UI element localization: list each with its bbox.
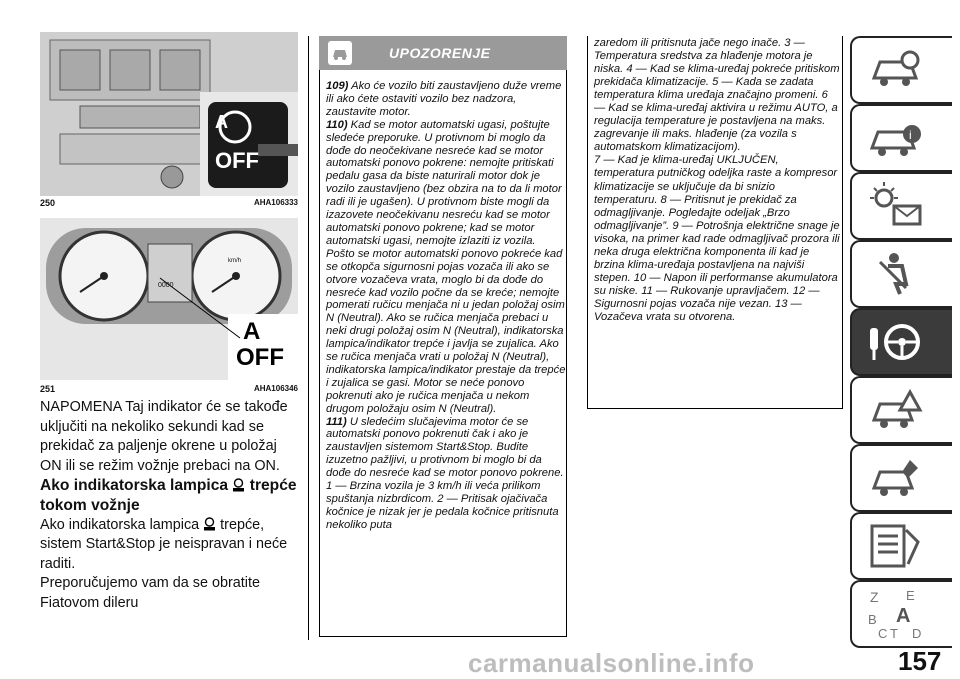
figure-250-code: AHA106333	[253, 198, 298, 207]
car-warning-icon	[327, 40, 353, 66]
light-warning-icon	[866, 180, 926, 232]
figure-251-code: AHA106346	[253, 384, 298, 393]
warning-header	[319, 36, 567, 70]
figure-251-a-letter: A	[243, 318, 261, 345]
car-emergency-icon	[866, 384, 926, 436]
seat-airbag-icon	[866, 248, 926, 300]
speed-unit: km/h	[228, 258, 242, 264]
warning-item-number: 110)	[326, 118, 348, 131]
sidebar-tab-index[interactable]	[850, 580, 952, 648]
figure-250-number: 250	[40, 198, 56, 208]
watermark: carmanualsonline.info	[468, 648, 755, 678]
auto-off-icon	[203, 517, 216, 531]
continued-paragraph: zaredom ili pritisnuta jače nego inače. 3 — Temperatura sredstva za hlađenje motora je niska. 4 — Kad se klima-uređaj pokreće pritiskom prekidača klimatizacije. 5 — Kada se zadata temperatura klima uređaja značajno promeni. 6 — Kad se klima-uređaj aktivira u režimu AUTO, a regulacija temperature je postavljena na maks. zagrevanje ili maks. hlađenje (za vozila s automatskom klimatizacijom).	[594, 37, 840, 154]
index-letter-e: E	[906, 588, 915, 603]
para1-before: Ako indikatorska lampica	[40, 516, 200, 533]
warning-item	[326, 80, 566, 119]
warning-title: UPOZORENJE	[389, 45, 491, 61]
index-letter-d: D	[912, 626, 922, 640]
sidebar-tab-info[interactable]	[850, 104, 952, 172]
section-heading	[40, 476, 302, 515]
continued-warning-text	[594, 37, 840, 324]
index-letters-icon	[866, 588, 926, 640]
para1-after: trepće, sistem Start&Stop je neispravan i neće raditi.	[40, 516, 288, 572]
svg-text:i: i	[909, 128, 912, 142]
figure-250-image	[40, 32, 298, 196]
sidebar-tab-maintenance[interactable]	[850, 444, 952, 512]
figure-250-caption	[40, 198, 298, 210]
heading-text-after: trepće tokom vožnje	[40, 477, 297, 514]
sidebar-tab-specs[interactable]	[850, 512, 952, 580]
warning-item-text: Ako će vozilo biti zaustavljeno duže vreme ili ako ćete ostaviti vozilo bez nadzora, zaustavite motor.	[326, 80, 562, 118]
index-letter-z: Z	[870, 589, 879, 605]
car-maintenance-icon	[866, 452, 926, 504]
auto-off-icon	[232, 478, 245, 492]
body-text	[40, 398, 302, 614]
figure-251-number: 251	[40, 384, 56, 394]
figure-250-off-label: OFF	[215, 148, 259, 173]
sidebar-tab-emergency[interactable]	[850, 376, 952, 444]
sidebar-tab-dashboard[interactable]	[850, 36, 952, 104]
steering-key-icon	[866, 316, 926, 368]
figure-251-image	[40, 218, 298, 380]
warning-item-text: Kad se motor automatski ugasi, poštujte sledeće preporuke. U protivnom bi moglo da dođe do neočekivane nesreće kad se motor automatski ponovo pokrene: nemojte pritiskati pedalu gasa da biste naturirali motor dok je vozilo zaustavljeno (bez obzira na to da li motor radi ili je ugašen). U protivnom biste mogli da izazovete neočekivanu nesreću kad se motor automatski ponovo pokrene; kad se motor automatski ugasi, nemojte izlaziti iz vozila. Pošto se motor automatski ponovo pokreće kad se otkopča sigurnosni pojas vozača ili ako se otvore vozačeva vrata, moglo bi da dođe do nesreće kad vozilo počne da se kreće; nemojte pomerati ručicu menjača ni u jedan položaj osim N (Neutral). Ako se ručica menjača prebaci u neki drugi položaj osim N (Neutral), indikatorska lampica/indikator trepće i javlja se zujalica. Ako se ručica menjača vrati u položaj N (Neutral), indikatorska lampica/indikator prestaje da trepće i zujalica se gasi. Motor se neće ponovo pokrenuti ako je ručica menjača u nekom drugom položaju osim N (Neutral).	[326, 118, 566, 415]
continued-paragraph: 7 — Kad je klima-uređaj UKLJUČEN, temperatura putničkog odeljka raste a kompresor klimatizacije se uključuje da bi snizio temperaturu. 8 — Pritisnut je prekidač za odmagljivanje. Pogledajte odeljak „Brzo odmagljivanje”. 9 — Potrošnja električne snage je visoka, na primer kad rade odmagljivač prozora ili neka druga električna komponenta ili kad je brzina klima-uređaja postavljena na najviši stepen. 10 — Napon ili performanse akumulatora su niske. 11 — Rukovanje upravljačem. 12 — Sigurnosni pojas vozača nije vezan. 13 — Vozačeva vrata su otvorena.	[594, 154, 840, 323]
sidebar-tab-driving[interactable]	[850, 308, 952, 376]
figure-251-caption	[40, 384, 298, 396]
paragraph-1	[40, 516, 302, 575]
odometer-readout: 0000	[158, 282, 174, 289]
car-info-icon	[866, 112, 926, 164]
warning-body	[326, 80, 566, 532]
index-letter-c: C	[878, 626, 888, 640]
paragraph-2: Preporučujemo vam da se obratite Fiatovom dileru	[40, 575, 260, 611]
note-paragraph: NAPOMENA Taj indikator će se takođe uključiti na nekoliko sekundi kad se prekidač za paljenje okrene u položaj ON ili se režim vožnje prebaci na ON.	[40, 399, 288, 474]
index-letter-t: T	[890, 626, 898, 640]
warning-item	[326, 119, 566, 416]
index-letter-a: A	[896, 605, 911, 627]
sidebar-tab-lights[interactable]	[850, 172, 952, 240]
sidebar-tab-safety[interactable]	[850, 240, 952, 308]
page-number: 157	[898, 646, 942, 676]
figure-251-off-label: OFF	[236, 344, 284, 371]
index-letter-b: B	[868, 612, 877, 627]
warning-item	[326, 416, 566, 532]
heading-text-before: Ako indikatorska lampica	[40, 477, 229, 495]
warning-item-text: U sledećim slučajevima motor će se automatski ponovo pokrenuti čak i ako je zaustavljen sistemom Start&Stop. Budite izuzetno pažljivi, u protivnom bi moglo bi da dođe do nesreće kad se motor ponovo pokrene. 1 — Brzina vozila je 3 km/h ili veća prilikom spuštanja nizbrdicom. 2 — Pritisak ojačivača kočnice je nizak jer je pedala kočnice pritisnuta nekoliko puta	[326, 415, 564, 531]
warning-item-number: 111)	[326, 415, 347, 428]
car-dashboard-icon	[866, 44, 926, 96]
figure-250-a-letter: A	[215, 112, 228, 132]
column-divider	[308, 36, 309, 640]
specs-list-icon	[866, 520, 926, 572]
warning-item-number: 109)	[326, 80, 349, 92]
